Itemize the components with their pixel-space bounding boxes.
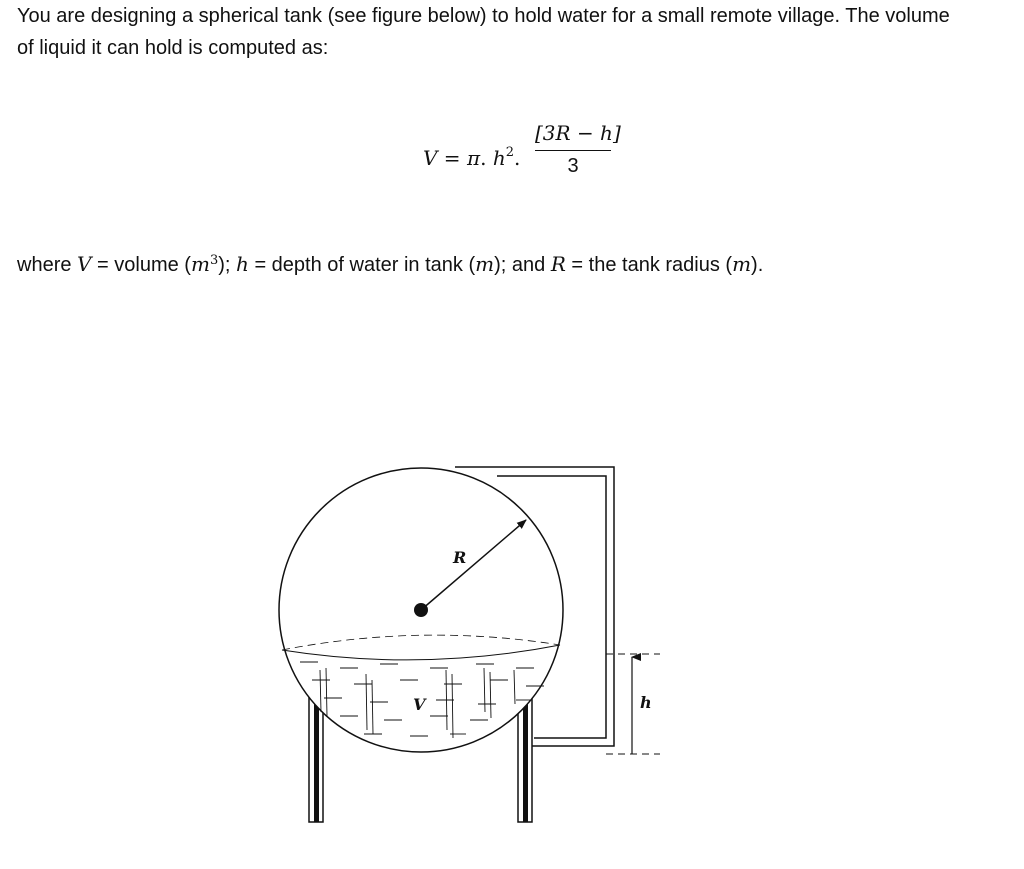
formula-v: V [423, 146, 438, 170]
radius-label: R [453, 548, 467, 567]
where-v-symbol: V [77, 252, 92, 276]
where-v-unit: m [190, 252, 210, 276]
formula-h: h [492, 146, 506, 170]
formula-dot-1: . [480, 146, 493, 170]
where-v-text: = volume ( [91, 254, 191, 276]
formula-dot-2: . [513, 146, 521, 170]
where-r-symbol: R [550, 252, 566, 276]
where-h-close: ); and [494, 254, 551, 276]
where-h-text: = depth of water in tank ( [248, 254, 476, 276]
where-r-text: = the tank radius ( [565, 254, 733, 276]
depth-label: h [640, 693, 652, 712]
where-r-unit: m [732, 252, 752, 276]
intro-line-1: You are designing a spherical tank (see figure below) to hold water for a small remote village. The volume [17, 5, 950, 27]
center-point [414, 603, 428, 617]
formula-exponent: 2 [505, 145, 514, 160]
where-v-close: ); [218, 254, 236, 276]
where-r-close: ). [751, 254, 764, 276]
volume-label: V [413, 695, 426, 714]
where-h-unit: m [475, 252, 495, 276]
where-h-symbol: h [236, 252, 249, 276]
intro-line-2: of liquid it can hold is computed as: [17, 37, 329, 59]
where-prefix: where [17, 254, 78, 276]
formula-denominator: 3 [567, 155, 579, 177]
formula-pi: π [466, 146, 481, 170]
formula-equals: = [437, 146, 467, 170]
where-v-exponent: 3 [209, 253, 219, 268]
formula-numerator: [3R − h] [535, 121, 621, 145]
